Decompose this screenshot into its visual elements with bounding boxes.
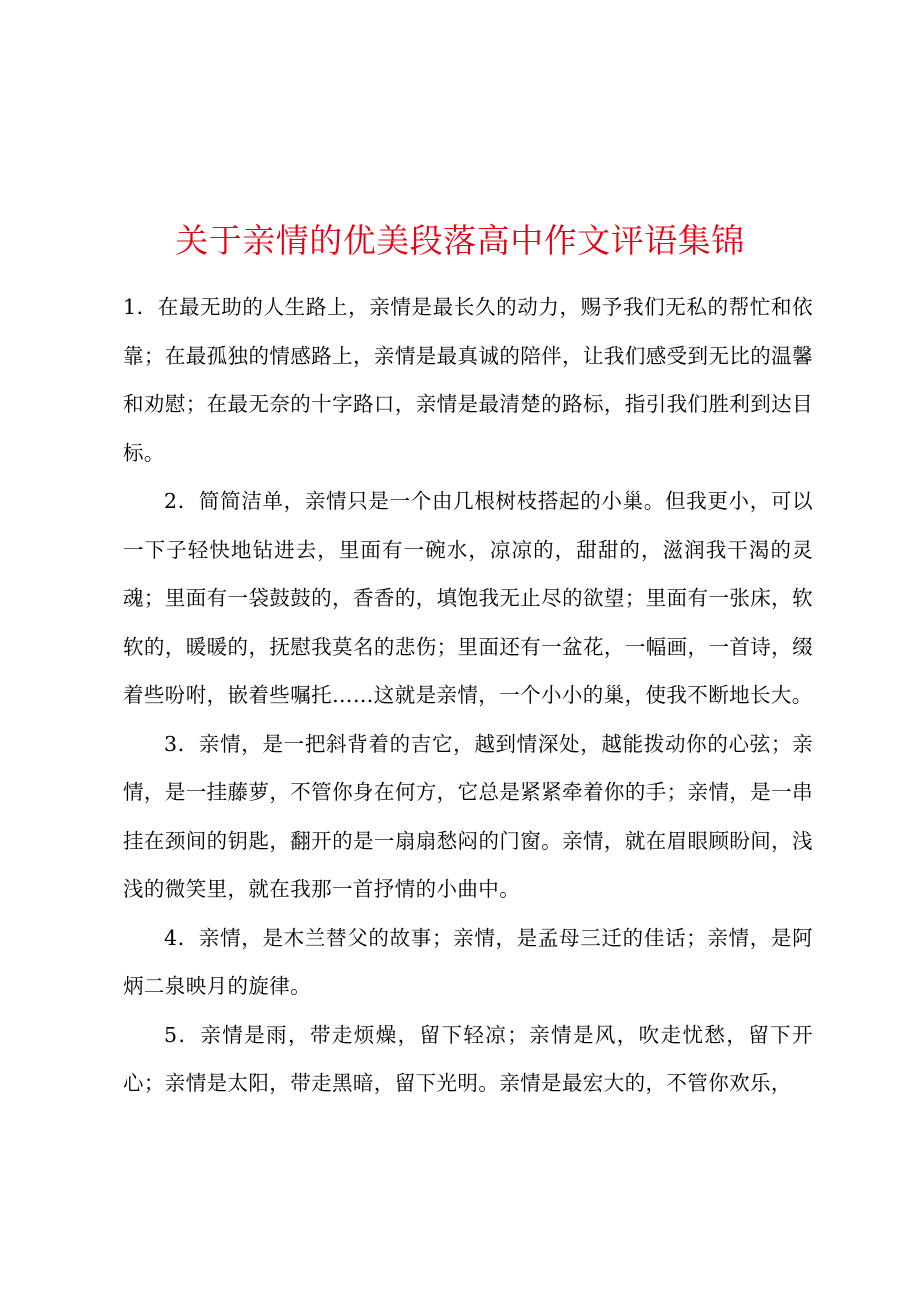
paragraph-1: 1．在最无助的人生路上，亲情是最长久的动力，赐予我们无私的帮忙和依靠；在最孤独的情感路上，亲情是最真诚的陪伴，让我们感受到无比的温馨和劝慰；在最无奈的十字路口，亲情是最清楚的路标，指引我们胜利到达目标。	[123, 295, 813, 465]
paragraph-3: 3．亲情，是一把斜背着的吉它，越到情深处，越能拨动你的心弦；亲情，是一挂藤萝，不管你身在何方，它总是紧紧牵着你的手；亲情，是一串挂在颈间的钥匙，翻开的是一扇扇愁闷的门窗。亲情，就在眉眼顾盼间，浅浅的微笑里，就在我那一首抒情的小曲中。	[123, 731, 813, 901]
document-body	[123, 283, 813, 1108]
paragraph-2: 2．简简洁单，亲情只是一个由几根树枝搭起的小巢。但我更小，可以一下子轻快地钻进去，里面有一碗水，凉凉的，甜甜的，滋润我干渴的灵魂；里面有一袋鼓鼓的，香香的，填饱我无止尽的欲望；里面有一张床，软软的，暖暖的，抚慰我莫名的悲伤；里面还有一盆花，一幅画，一首诗，缀着些吩咐，嵌着些嘱托……这就是亲情，一个小小的巢，使我不断地长大。	[123, 489, 813, 707]
document-title: 关于亲情的优美段落高中作文评语集锦	[175, 221, 745, 261]
paragraph-4: 4．亲情，是木兰替父的故事；亲情，是孟母三迁的佳话；亲情，是阿炳二泉映月的旋律。	[123, 925, 813, 998]
paragraph-5: 5．亲情是雨，带走烦燥，留下轻凉；亲情是风，吹走忧愁，留下开心；亲情是太阳，带走黑暗，留下光明。亲情是最宏大的，不管你欢乐，	[123, 1022, 813, 1095]
